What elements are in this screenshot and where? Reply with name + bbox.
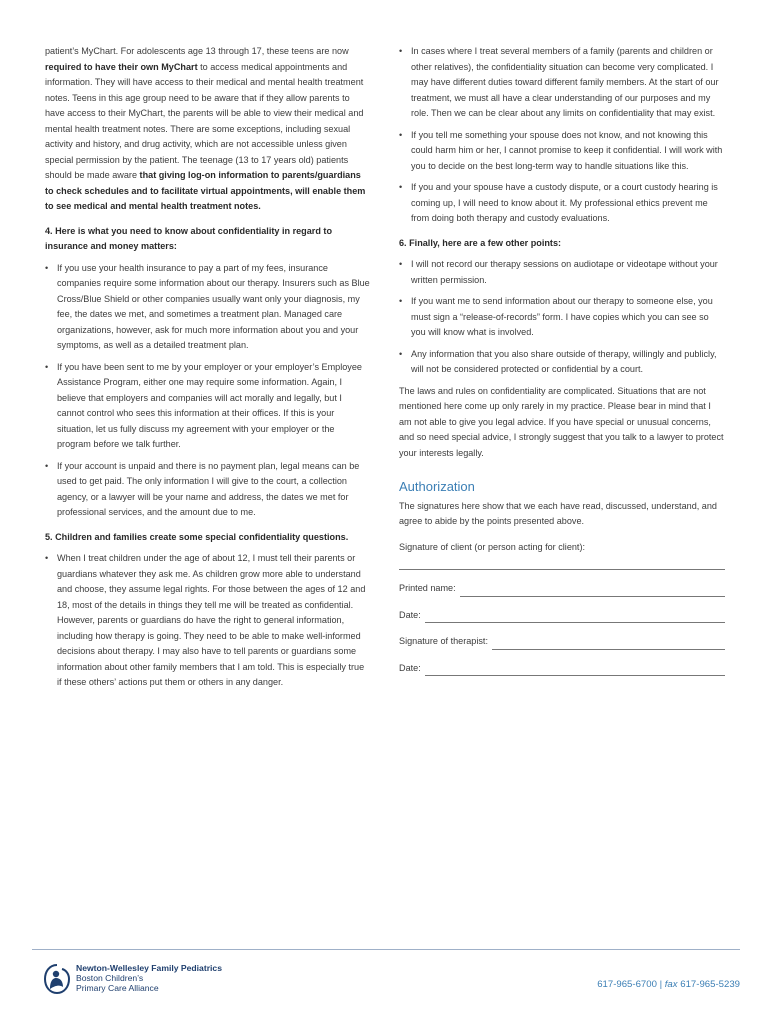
therapist-date-row: [399, 661, 725, 677]
family-list: [399, 44, 725, 227]
section-6-list: [399, 257, 725, 378]
client-date-row: [399, 608, 725, 624]
list-item: • If you use your health insurance to pay a part of my fees, insurance companies require some information about our therapy. Insurers such as Blue Cross/Blue Shield or other companies usually want only your diagnosis, my fee, the dates we met, and sometimes a treatment plan. Managed care organizations, however, ask for much more information about you and your symptoms, as well as a detailed treatment plan.: [45, 261, 370, 354]
list-item: • In cases where I treat several members of a family (parents and children or other relatives), the confidentiality situation can become very complicated. I may have different duties toward different family members. At the start of our treatment, we must all have a clear understanding of our purposes and my role. Then we can be clear about any limits on confidentiality that may exist.: [399, 44, 725, 122]
section-4-heading: 4. Here is what you need to know about confidentiality in regard to insurance and money matters:: [45, 225, 332, 251]
contact-info: 617-965-6700 | fax 617-965-5239: [597, 979, 740, 990]
printed-name-line[interactable]: [460, 585, 725, 597]
section-5-list: [45, 551, 370, 691]
closing-paragraph: The laws and rules on confidentiality are complicated. Situations that are not mentioned here come up only rarely in my practice. Please bear in mind that I am not able to give you legal advice. If you have special or unusual concerns, and so need special advice, I strongly suggest that you talk to a lawyer to protect your interests legally.: [399, 385, 724, 458]
printed-name-row: [399, 581, 725, 597]
therapist-signature-row: [399, 634, 725, 650]
family-logo-icon: [44, 963, 70, 995]
client-date-label: Date:: [399, 609, 421, 620]
left-column: [45, 44, 370, 697]
phone-number: 617-965-6700: [597, 979, 657, 990]
therapist-date-label: Date:: [399, 662, 421, 673]
section-4-list: [45, 261, 370, 521]
list-item: • If you and your spouse have a custody dispute, or a court custody hearing is coming up, I will need to know about it. My professional ethics prevent me from doing both therapy and custody evaluations.: [399, 180, 725, 227]
list-item: • When I treat children under the age of about 12, I must tell their parents or guardians whatever they ask me. As children grow more able to understand and choose, they assume legal rights. For those between the ages of 12 and 18, most of the details in things they tell me will be treated as confidential. However, parents or guardians do have the right to general information, including how therapy is going. They need to be able to make well-informed decisions about therapy. I may also have to tell parents or guardians some information about other family members that I am told. This is especially true if these others’ actions put them or others in any danger.: [45, 551, 370, 691]
list-item: • If you have been sent to me by your employer or your employer’s Employee Assistance Program, either one may require some information. Again, I believe that employers and companies will act morally and legally, but I cannot control who sees this information at their offices. If this is your situation, let us fully discuss my agreement with your employer or the program before we talk further.: [45, 360, 370, 453]
therapist-signature-line[interactable]: [492, 638, 725, 650]
list-item: • I will not record our therapy sessions on audiotape or videotape without your written permission.: [399, 257, 725, 288]
intro-paragraph: patient’s MyChart. For adolescents age 13 through 17, these teens are now required to have their own MyChart to access medical appointments and information. They will have access to their medical and mental health treatment notes. Teens in this age group need to be aware that if they allow parents to have access to their MyChart, the parents will be able to view their medical and mental health treatment notes. There are some exceptions, including sexual activity and history, and drug activity, which are not accessible unless given special permission by the patient. The teenage (13 to 17 years old) patients should be made aware that giving log-on information to parents/guardians to check schedules and to facilitate virtual appointments, will enable them to see medical and mental health treatment notes.: [45, 46, 366, 211]
list-item: • Any information that you also share outside of therapy, willingly and publicly, will not be considered protected or confidential by a court.: [399, 347, 725, 378]
section-6-heading: 6. Finally, here are a few other points:: [399, 237, 562, 248]
footer-divider: [32, 949, 740, 950]
org-name: Newton-Wellesley Family Pediatrics Boston Children’s Primary Care Alliance: [76, 963, 222, 993]
authorization-text: The signatures here show that we each have read, discussed, understand, and agree to abide by the points presented above.: [399, 500, 717, 526]
fax-number: 617-965-5239: [677, 979, 740, 990]
section-5-heading: 5. Children and families create some special confidentiality questions.: [45, 531, 349, 542]
fax-label: fax: [664, 979, 678, 990]
list-item: • If you tell me something your spouse does not know, and not knowing this could harm him or her, I cannot promise to keep it confidential. I will work with you to decide on the best long-term way to handle situations like this.: [399, 128, 725, 175]
list-item: • If you want me to send information about our therapy to someone else, you must sign a “release-of-records” form. I have copies which you can see so you will know what is involved.: [399, 294, 725, 341]
therapist-signature-label: Signature of therapist:: [399, 636, 488, 646]
list-item: • If your account is unpaid and there is no payment plan, legal means can be used to get paid. The only information I will give to the court, a collection agency, or a lawyer will be your name and address, the dates we met for professional services, and the amount due to me.: [45, 459, 370, 521]
therapist-date-line[interactable]: [425, 664, 725, 676]
client-signature-line[interactable]: [399, 555, 725, 570]
right-column: [399, 44, 725, 676]
client-date-line[interactable]: [425, 611, 725, 623]
printed-name-label: Printed name:: [399, 583, 456, 593]
client-signature-label: Signature of client (or person acting for client):: [399, 541, 586, 552]
authorization-heading: Authorization: [399, 479, 475, 494]
footer-logo: [44, 963, 222, 995]
